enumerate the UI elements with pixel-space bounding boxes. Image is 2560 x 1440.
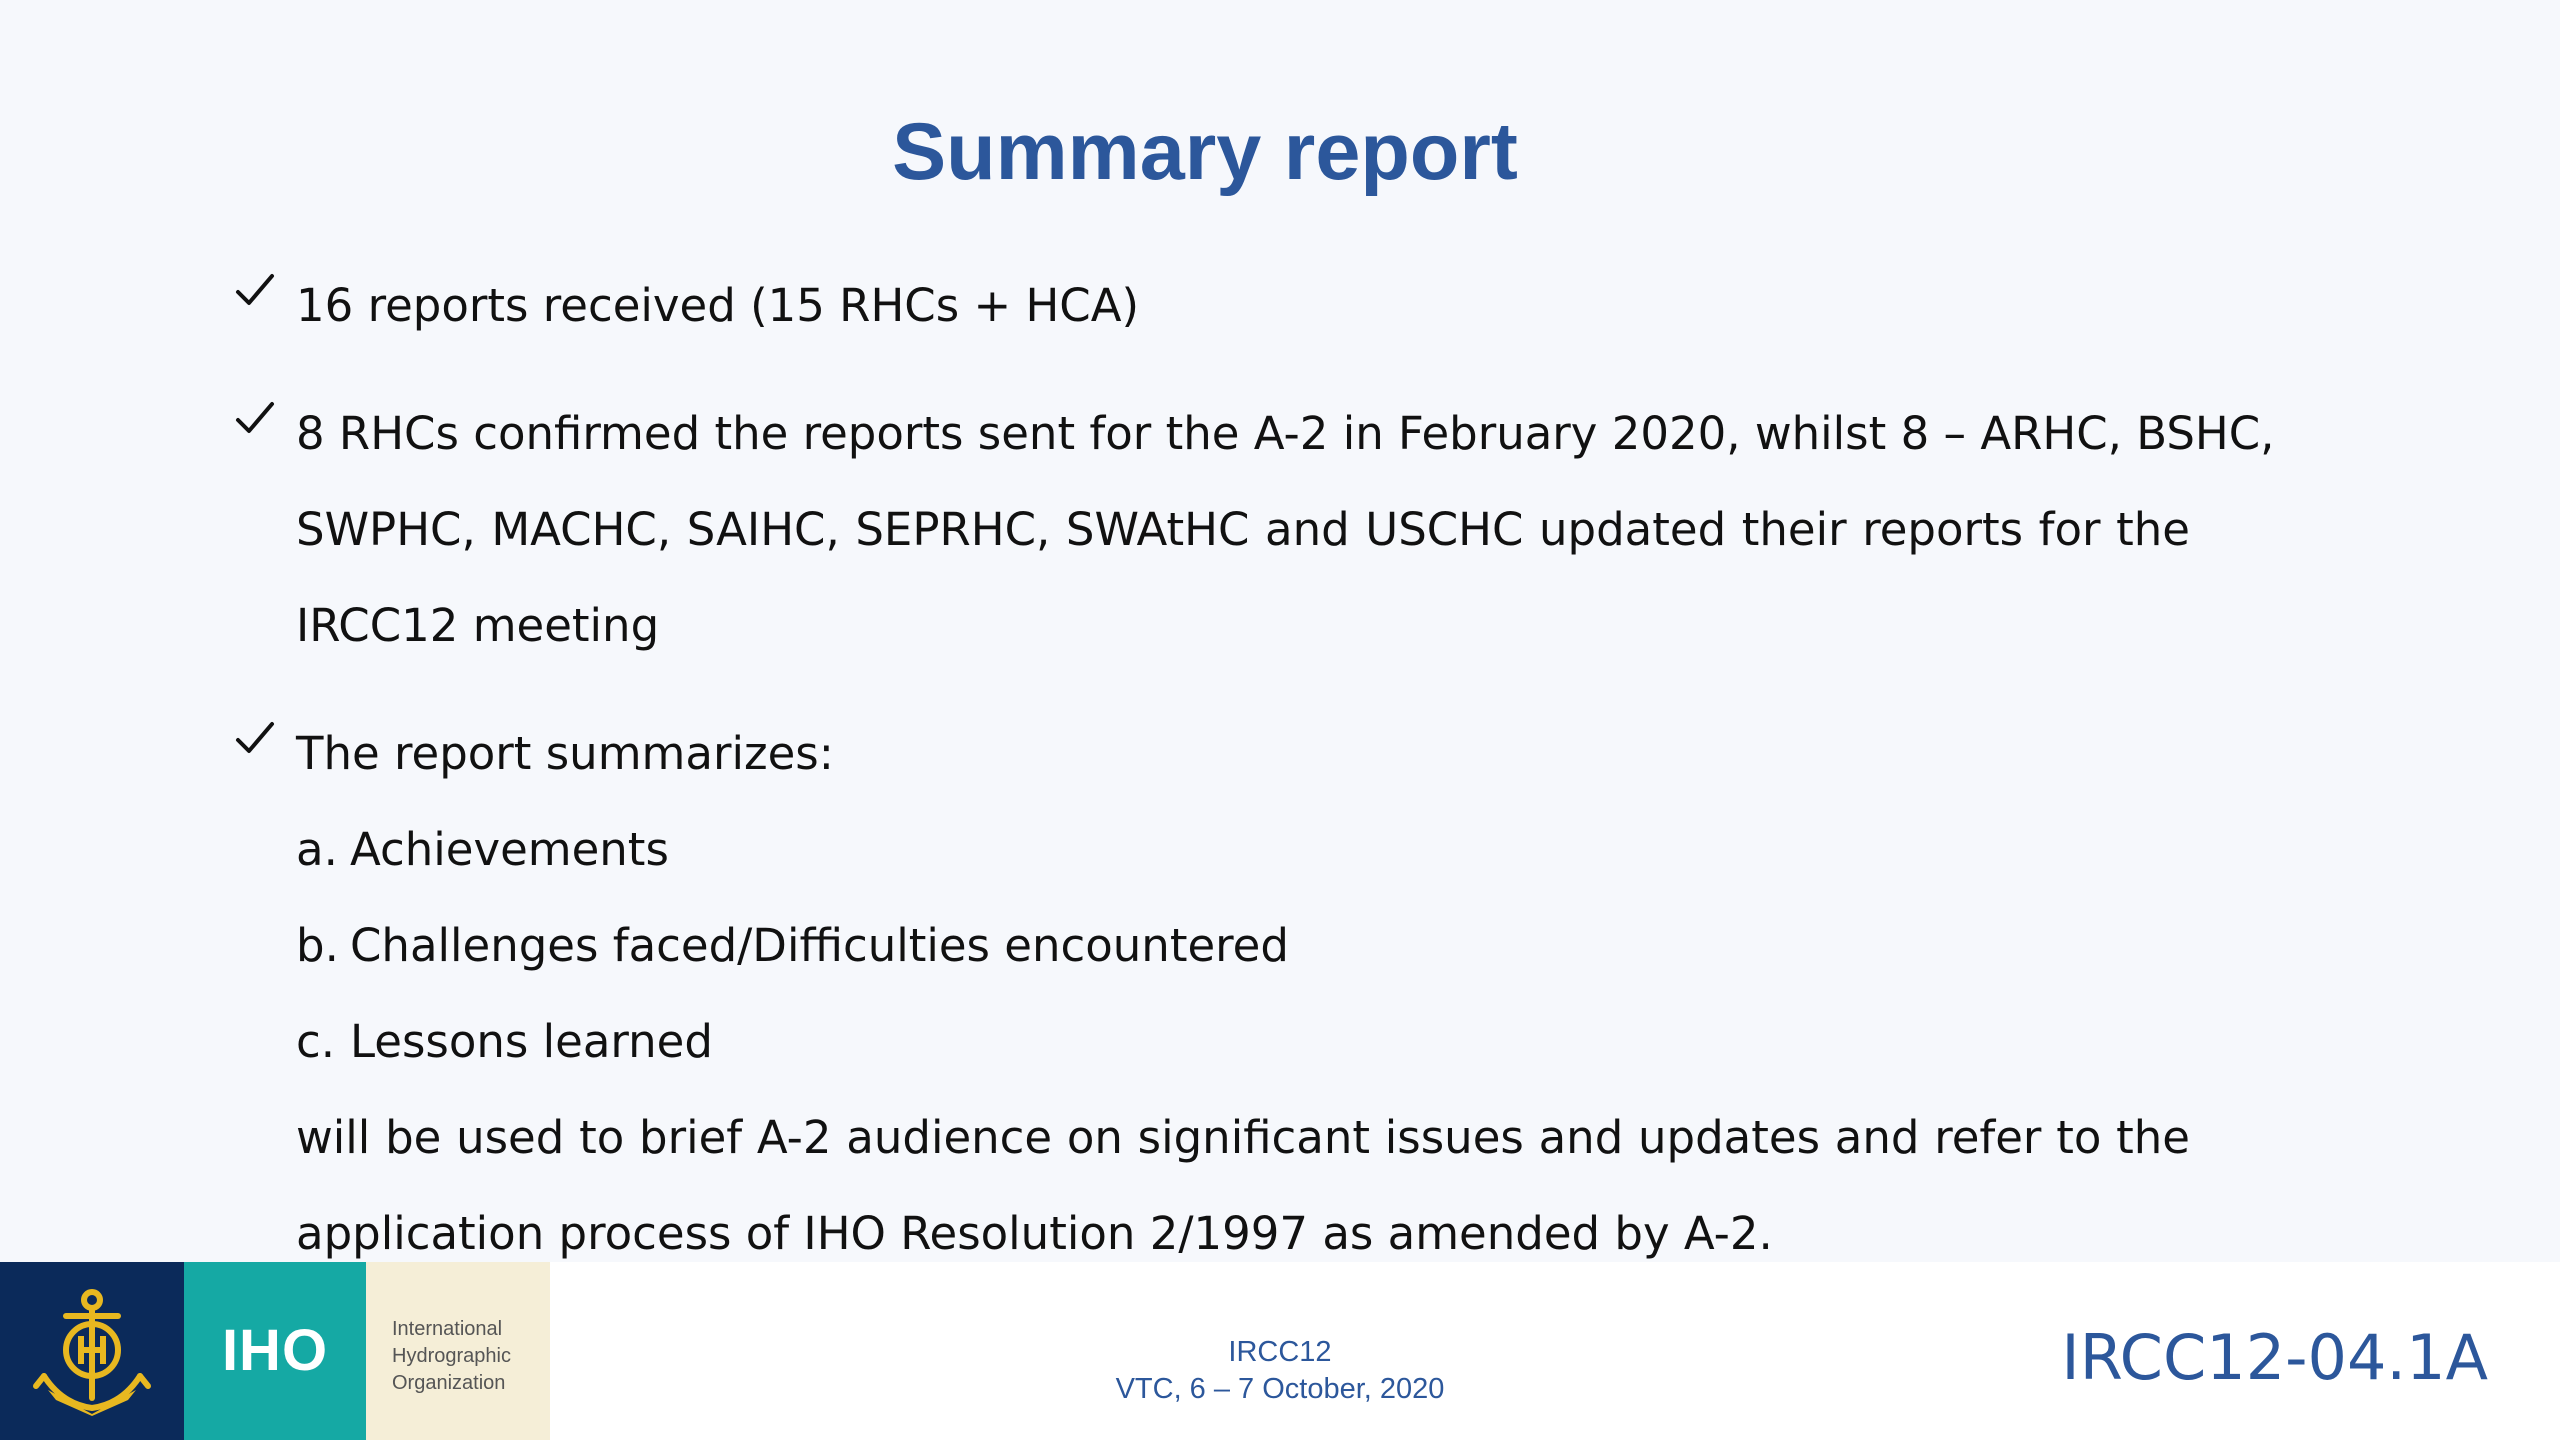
list-item-letter: b. (296, 919, 339, 972)
checkmark-icon (234, 398, 276, 440)
bullet-text-line: will be used to brief A-2 audience on significant issues and updates and refer to the (296, 1111, 2190, 1164)
event-name: IRCC12 (1228, 1336, 1332, 1368)
event-date: VTC, 6 – 7 October, 2020 (1115, 1373, 1445, 1405)
organization-name-line: International (392, 1318, 503, 1340)
organization-name-block (366, 1262, 550, 1440)
bullet-text-line: IRCC12 meeting (296, 599, 660, 652)
iho-emblem (0, 1262, 184, 1440)
list-item (296, 994, 2190, 1090)
slide-content (234, 258, 2275, 1282)
list-item-text: Lessons learned (350, 1015, 713, 1068)
iho-logo-text: IHO (221, 1318, 329, 1383)
list-item-letter: c. (296, 1015, 336, 1068)
event-caption (980, 1334, 1580, 1408)
bullet-text-line: application process of IHO Resolution 2/1997 as amended by A-2. (296, 1207, 1773, 1260)
bullet-rhcs-confirmed (234, 386, 2275, 674)
bullet-text: 16 reports received (15 RHCs + HCA) (296, 279, 1140, 332)
bullet-text-line: SWPHC, MACHC, SAIHC, SEPRHC, SWAtHC and USCHC updated their reports for the (296, 503, 2190, 556)
checkmark-icon (234, 270, 276, 312)
list-item-text: Challenges faced/Difficulties encountered (350, 919, 1289, 972)
organization-name-line: Hydrographic (392, 1345, 511, 1367)
list-item (296, 898, 2190, 994)
list-item-text: Achievements (350, 823, 669, 876)
list-item (296, 802, 2190, 898)
checkmark-icon (234, 718, 276, 760)
slide-title: Summary report (892, 107, 1518, 197)
document-id: IRCC12-04.1A (2061, 1321, 2488, 1394)
iho-logo-block (184, 1262, 366, 1440)
bullet-report-summarizes (234, 706, 2190, 1282)
list-item-letter: a. (296, 823, 338, 876)
organization-name-line: Organization (392, 1372, 506, 1394)
anchor-emblem-icon (30, 1286, 154, 1416)
organization-name (392, 1316, 511, 1397)
footer (0, 1262, 2560, 1440)
bullet-text-line: 8 RHCs confirmed the reports sent for the A-2 in February 2020, whilst 8 – ARHC, BSHC, (296, 407, 2275, 460)
bullet-text: The report summarizes: (296, 727, 834, 780)
bullet-reports-received (234, 258, 2190, 354)
